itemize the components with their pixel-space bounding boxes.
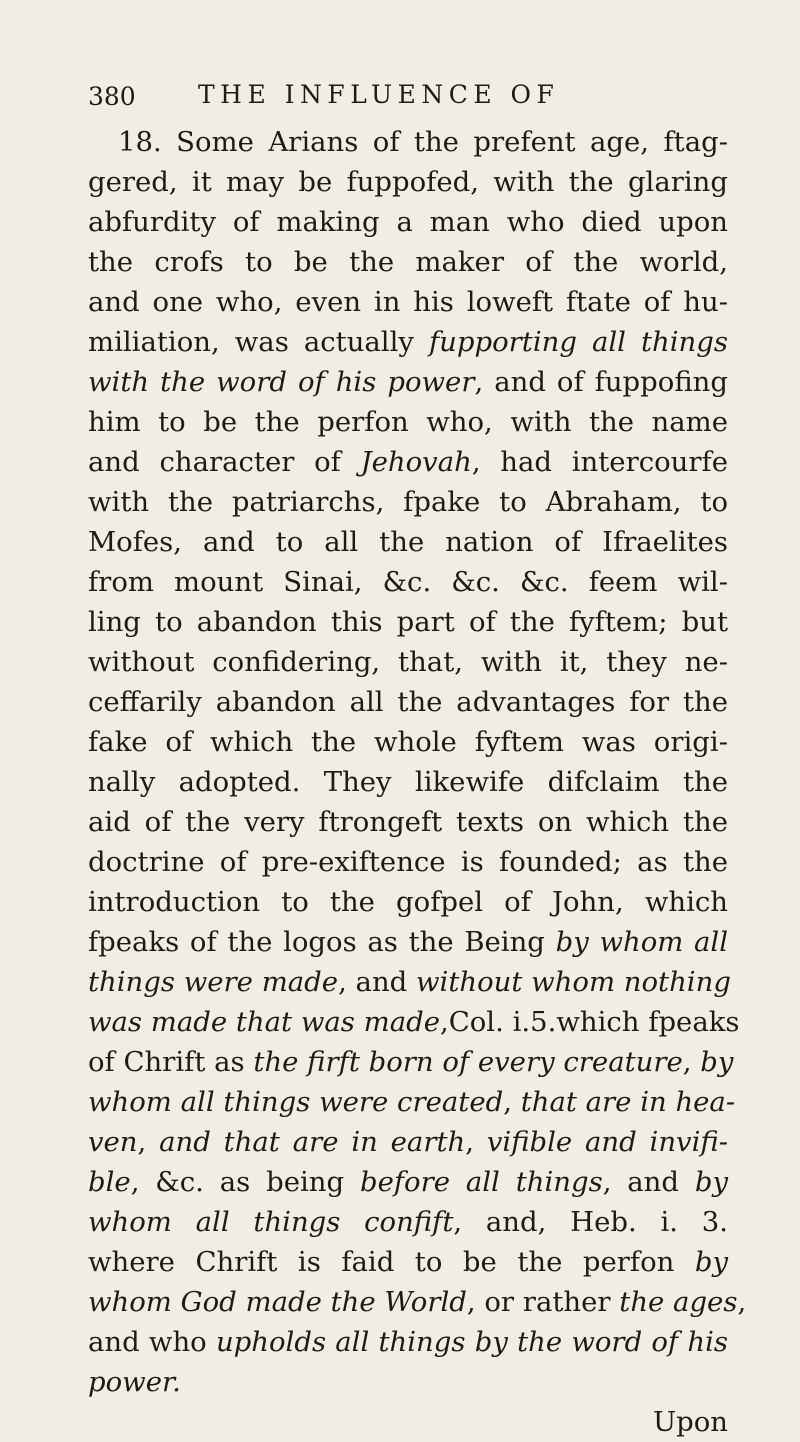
- text-segment: aid of the very ftrongeft texts on which the: [88, 806, 728, 838]
- text-line: [88, 442, 728, 482]
- text-line: [88, 1362, 728, 1402]
- italic-text: before all things: [359, 1166, 603, 1198]
- text-segment: ,: [137, 1126, 160, 1158]
- text-segment: , had intercourfe: [471, 446, 728, 478]
- text-segment: miliation, was actually: [88, 326, 429, 358]
- italic-text: was made that was made: [88, 1006, 440, 1038]
- text-segment: , &c. as being: [130, 1166, 360, 1198]
- text-line: [88, 1202, 728, 1242]
- text-segment: fake of which the whole fyftem was origi-: [88, 726, 728, 758]
- body-text: [88, 122, 747, 1442]
- text-line: [88, 642, 728, 682]
- italic-text: the firft born of every creature: [253, 1046, 683, 1078]
- italic-text: that are in hea-: [520, 1086, 736, 1118]
- italic-text: whom God made the World: [88, 1286, 467, 1318]
- text-segment: , and: [338, 966, 416, 998]
- text-segment: ,: [465, 1126, 487, 1158]
- text-segment: ,Col. i.5.which fpeaks: [439, 1006, 740, 1038]
- text-segment: from mount Sinai, &c. &c. &c. feem wil-: [88, 566, 728, 598]
- text-line: [88, 882, 728, 922]
- italic-text: with the word of his power: [88, 366, 475, 398]
- text-segment: and character of: [88, 446, 361, 478]
- text-line: [88, 362, 728, 402]
- running-title: THE INFLUENCE OF: [198, 80, 560, 109]
- text-segment: ,: [682, 1046, 701, 1078]
- text-line: [88, 802, 728, 842]
- italic-text: ble: [88, 1166, 131, 1198]
- italic-text: Jehovah: [360, 446, 472, 478]
- text-segment: and one who, even in his loweft ftate of hu-: [88, 286, 728, 318]
- text-segment: with the patriarchs, fpake to Abraham, to: [88, 486, 728, 518]
- text-line: [88, 1162, 728, 1202]
- text-segment: nally adopted. They likewife difclaim the: [88, 766, 728, 798]
- text-segment: ,: [737, 1286, 747, 1318]
- text-line: [88, 602, 728, 642]
- italic-text: by: [694, 1166, 728, 1198]
- text-line: [88, 162, 728, 202]
- italic-text: by: [700, 1046, 734, 1078]
- text-line: [88, 522, 728, 562]
- text-segment: introduction to the gofpel of John, which: [88, 886, 728, 918]
- page-header: [88, 80, 728, 120]
- text-segment: , and, Heb. i. 3.: [453, 1206, 728, 1238]
- italic-text: whom all things were created: [88, 1086, 504, 1118]
- text-line: [88, 322, 728, 362]
- text-line: [88, 682, 728, 722]
- text-line: [88, 1242, 728, 1282]
- text-segment: , and: [602, 1166, 695, 1198]
- text-segment: where Chrift is faid to be the perfon: [88, 1246, 695, 1278]
- text-segment: ,: [503, 1086, 521, 1118]
- text-segment: the crofs to be the maker of the world,: [88, 246, 728, 278]
- italic-text: vifible and invifi-: [486, 1126, 729, 1158]
- text-segment: gered, it may be fuppofed, with the glaring: [88, 166, 728, 198]
- text-line: [88, 202, 728, 242]
- text-line: [88, 1042, 734, 1082]
- italic-text: fupporting all things: [428, 326, 728, 358]
- italic-text: without whom nothing: [416, 966, 731, 998]
- text-line: [88, 1082, 736, 1122]
- text-line: [88, 922, 728, 962]
- text-segment: ling to abandon this part of the fyftem; but: [88, 606, 728, 638]
- text-segment: ceffarily abandon all the advantages for the: [88, 686, 728, 718]
- text-segment: , or rather: [466, 1286, 620, 1318]
- italic-text: and that are in earth: [159, 1126, 466, 1158]
- text-line: [88, 242, 728, 282]
- italic-text: things were made: [88, 966, 339, 998]
- text-segment: fpeaks of the logos as the Being: [88, 926, 556, 958]
- text-segment: without confidering, that, with it, they ne-: [88, 646, 728, 678]
- text-line: [88, 282, 728, 322]
- italic-text: by whom all: [555, 926, 728, 958]
- catchword: Upon: [652, 1406, 728, 1438]
- text-line: [88, 722, 728, 762]
- italic-text: whom all things confift: [88, 1206, 454, 1238]
- italic-text: power.: [88, 1366, 181, 1398]
- text-line: [88, 1322, 728, 1362]
- text-line: [88, 402, 728, 442]
- italic-text: ven: [88, 1126, 138, 1158]
- text-line: [88, 1002, 740, 1042]
- text-segment: 18. Some Arians of the prefent age, ftag-: [118, 126, 728, 158]
- text-line: [88, 122, 728, 162]
- text-line: [88, 482, 728, 522]
- text-segment: of Chrift as: [88, 1046, 254, 1078]
- italic-text: by: [694, 1246, 728, 1278]
- text-segment: abfurdity of making a man who died upon: [88, 206, 728, 238]
- text-segment: him to be the perfon who, with the name: [88, 406, 728, 438]
- text-line: [88, 1282, 747, 1322]
- text-line: [88, 842, 728, 882]
- italic-text: upholds all things by the word of his: [215, 1326, 728, 1358]
- text-line: [88, 1122, 728, 1162]
- italic-text: the ages: [619, 1286, 738, 1318]
- text-segment: and who: [88, 1326, 216, 1358]
- page-number: 380: [88, 82, 136, 111]
- text-segment: , and of fuppofing: [474, 366, 728, 398]
- text-segment: Mofes, and to all the nation of Ifraelites: [88, 526, 728, 558]
- text-line: [88, 962, 731, 1002]
- text-segment: doctrine of pre-exiftence is founded; as the: [88, 846, 728, 878]
- text-line: [88, 762, 728, 802]
- text-line: [88, 562, 728, 602]
